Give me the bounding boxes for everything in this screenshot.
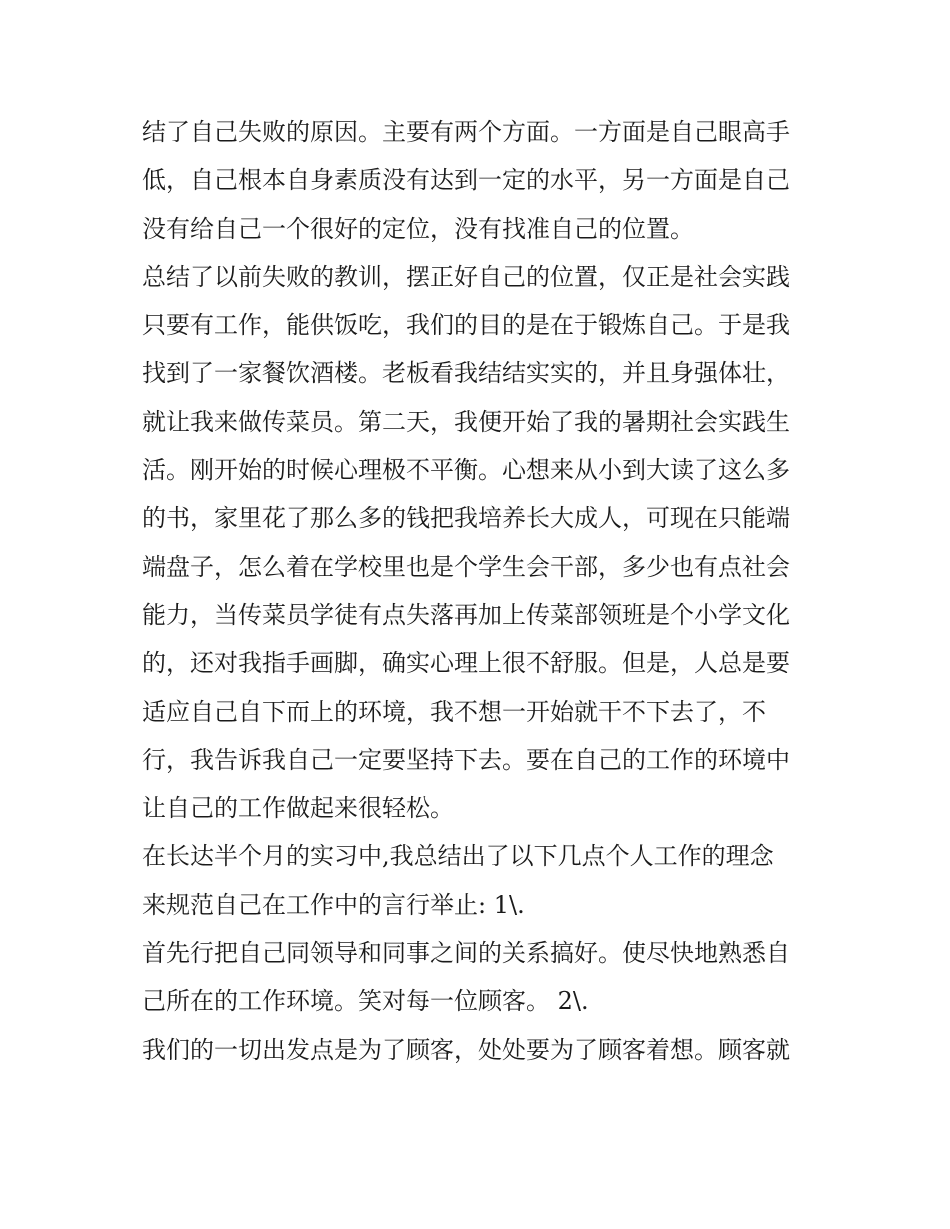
text-line: 找到了一家餐饮酒楼。老板看我结结实实的，并且身强体壮， (142, 359, 790, 388)
text-line: 只要有工作，能供饭吃，我们的目的是在于锻炼自己。于是我 (142, 311, 790, 340)
text-line: 首先行把自己同领导和同事之间的关系搞好。使尽快地熟悉自 (142, 939, 790, 968)
text-line: 我们的一切出发点是为了顾客，处处要为了顾客着想。顾客就 (142, 1035, 790, 1064)
text-line: 来规范自己在工作中的言行举止: 1\. (142, 890, 525, 919)
text-line: 就让我来做传菜员。第二天，我便开始了我的暑期社会实践生 (142, 407, 790, 436)
text-line: 己所在的工作环境。笑对每一位顾客。 2\. (142, 987, 589, 1016)
text-line: 端盘子，怎么着在学校里也是个学生会干部，多少也有点社会 (142, 552, 790, 581)
text-line: 适应自己自下而上的环境，我不想一开始就干不下去了，不 (142, 697, 766, 726)
paragraph-restaurant-work (142, 253, 822, 833)
paragraph-point-one (142, 929, 822, 1026)
document-body (142, 108, 822, 1074)
text-line: 让自己的工作做起来很轻松。 (142, 794, 454, 823)
text-line: 的书，家里花了那么多的钱把我培养长大成人，可现在只能端 (142, 504, 790, 533)
text-line: 低，自己根本自身素质没有达到一定的水平，另一方面是自己 (142, 166, 790, 195)
text-line: 活。刚开始的时候心理极不平衡。心想来从小到大读了这么多 (142, 456, 790, 485)
text-line: 在长达半个月的实习中,我总结出了以下几点个人工作的理念 (142, 842, 774, 871)
text-line: 的，还对我指手画脚，确实心理上很不舒服。但是，人总是要 (142, 649, 790, 678)
text-line: 能力，当传菜员学徒有点失落再加上传菜部领班是个小学文化 (142, 600, 790, 629)
text-line: 行，我告诉我自己一定要坚持下去。要在自己的工作的环境中 (142, 745, 790, 774)
text-line: 总结了以前失败的教训，摆正好自己的位置，仅正是社会实践 (142, 262, 790, 291)
paragraph-work-principles (142, 832, 822, 929)
text-line: 结了自己失败的原因。主要有两个方面。一方面是自己眼高手 (142, 118, 790, 146)
paragraph-failure-reasons (142, 108, 822, 253)
text-line: 没有给自己一个很好的定位，没有找准自己的位置。 (142, 214, 694, 243)
paragraph-point-two (142, 1026, 822, 1074)
